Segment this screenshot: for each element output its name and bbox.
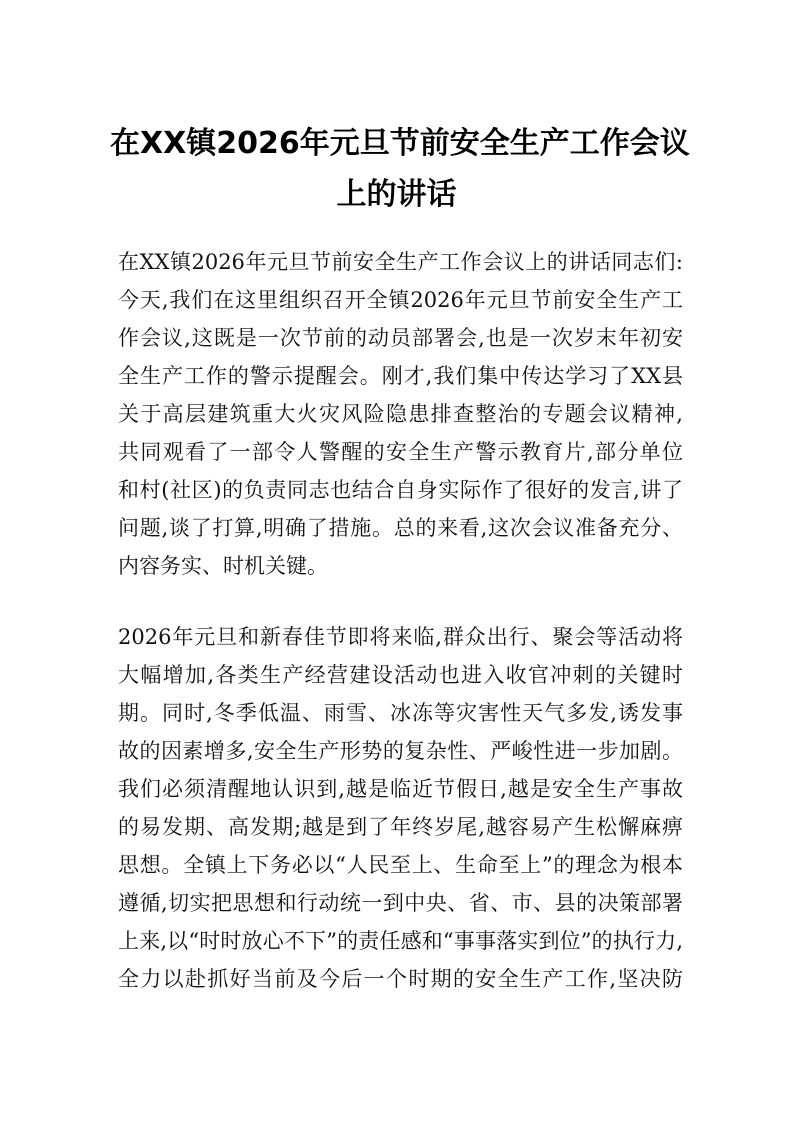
document-title-line-1: 在XX镇2026年元旦节前安全生产工作会议 (110, 126, 690, 161)
body-line: 问题,谈了打算,明确了措施。总的来看,这次会议准备充分、 (118, 516, 683, 540)
body-line: 思想。全镇上下务必以“人民至上、生命至上”的理念为根本 (118, 853, 683, 877)
body-line: 和村(社区)的负责同志也结合自身实际作了很好的发言,讲了 (118, 478, 683, 502)
body-line: 全力以赴抓好当前及今后一个时期的安全生产工作,坚决防 (118, 967, 683, 991)
body-line: 我们必须清醒地认识到,越是临近节假日,越是安全生产事故 (118, 777, 683, 801)
body-line: 全生产工作的警示提醒会。刚才,我们集中传达学习了XX县 (118, 364, 683, 388)
body-line: 遵循,切实把思想和行动统一到中央、省、市、县的决策部署 (118, 891, 683, 915)
body-line: 今天,我们在这里组织召开全镇2026年元旦节前安全生产工 (118, 288, 683, 312)
body-line: 大幅增加,各类生产经营建设活动也进入收官冲刺的关键时 (118, 663, 683, 687)
body-line: 关于高层建筑重大火灾风险隐患排查整治的专题会议精神, (118, 402, 683, 426)
body-line: 作会议,这既是一次节前的动员部署会,也是一次岁末年初安 (118, 326, 683, 350)
body-line: 故的因素增多,安全生产形势的复杂性、严峻性进一步加剧。 (118, 739, 683, 763)
body-line: 的易发期、高发期;越是到了年终岁尾,越容易产生松懈麻痹 (118, 815, 683, 839)
body-line: 上来,以“时时放心不下”的责任感和“事事落实到位”的执行力, (118, 929, 683, 953)
body-line: 2026年元旦和新春佳节即将来临,群众出行、聚会等活动将 (118, 625, 683, 649)
body-line: 在XX镇2026年元旦节前安全生产工作会议上的讲话同志们: (118, 250, 683, 274)
body-line: 共同观看了一部令人警醒的安全生产警示教育片,部分单位 (118, 440, 683, 464)
body-line: 内容务实、时机关键。 (118, 554, 328, 578)
document-title-line-2: 上的讲话 (336, 177, 457, 212)
body-line: 期。同时,冬季低温、雨雪、冰冻等灾害性天气多发,诱发事 (118, 701, 683, 725)
